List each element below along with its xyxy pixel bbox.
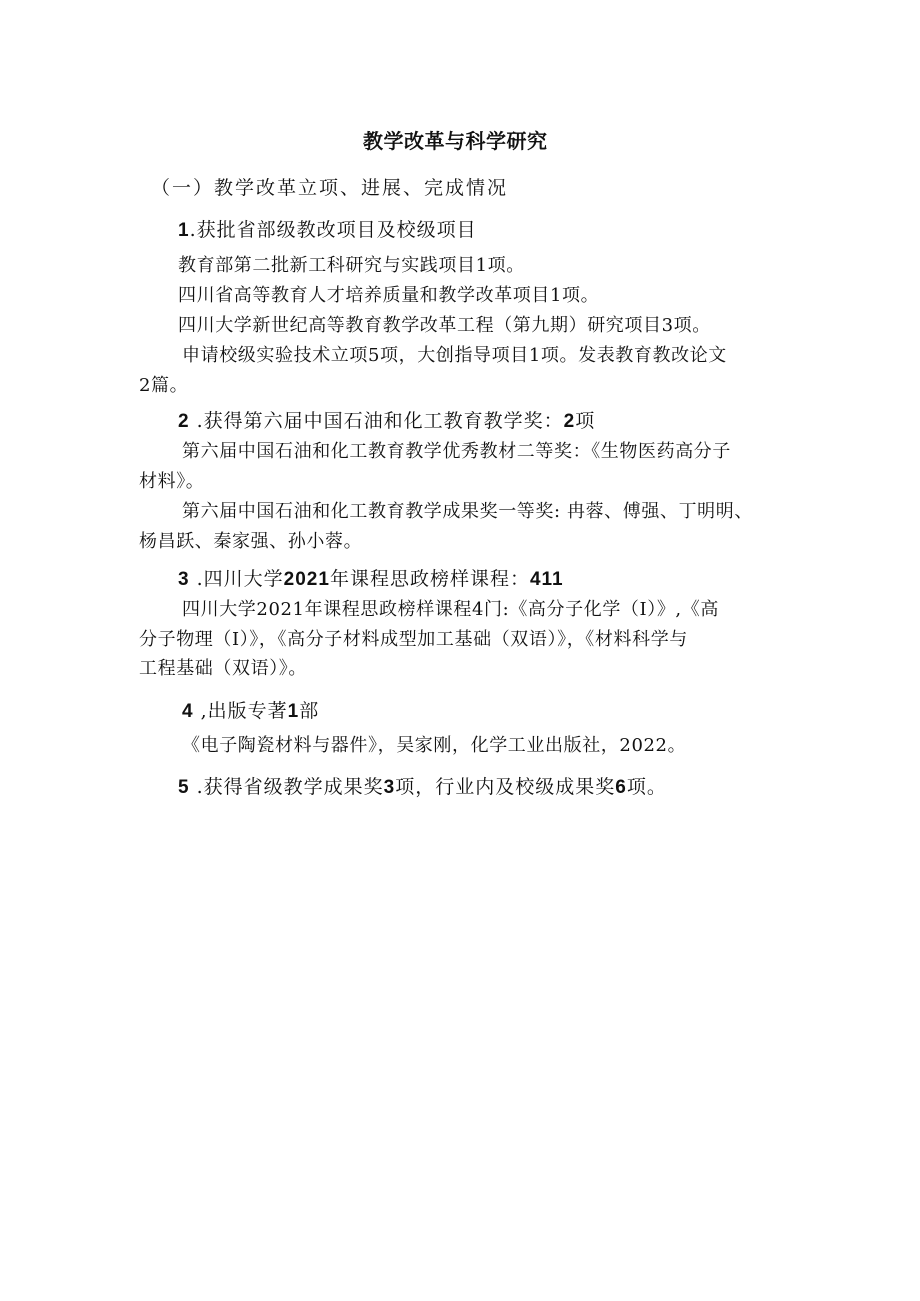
item-2-heading (178, 409, 595, 434)
item-3-line-1: 四川大学2021年课程思政榜样课程4门:《高分子化学（I）》,《高 (182, 599, 719, 620)
item-2-line-1: 第六届中国石油和化工教育教学优秀教材二等奖：《生物医药高分子 (182, 441, 731, 462)
item-2-line-3: 第六届中国石油和化工教育教学成果奖一等奖: 冉蓉、傅强、丁明明、 (182, 501, 753, 522)
item-5-number: 5 (178, 777, 190, 798)
item-3-heading-text: .四川大学 (189, 568, 284, 590)
document-title: 教学改革与科学研究 (363, 129, 548, 153)
item-3-heading (178, 567, 564, 592)
item-1-line-4: 申请校级实验技术立项5项，大创指导项目1项。发表教育教改论文 (182, 345, 727, 366)
item-1-line-2: 四川省高等教育人才培养质量和教学改革项目1项。 (178, 285, 600, 306)
item-1-heading-text: .获批省部级教改项目及校级项目 (189, 219, 477, 241)
item-1-line-5: 2篇。 (139, 375, 189, 396)
item-3-line-2: 分子物理（I）》，《高分子材料成型加工基础（双语）》，《材料科学与 (139, 629, 688, 650)
item-5-count: 3 (383, 777, 396, 798)
item-5-heading-text: .获得省级教学成果奖 (189, 776, 384, 798)
item-2-heading-text: .获得第六届中国石油和化工教育教学奖： (189, 410, 564, 432)
item-2-heading-suffix: 项 (575, 410, 596, 432)
item-2-count: 2 (563, 411, 576, 432)
item-2-line-2: 材料》。 (139, 471, 205, 492)
item-4-heading-text: ,出版专著 (193, 700, 288, 722)
item-2-line-4: 杨昌跃、秦家强、孙小蓉。 (139, 531, 363, 552)
item-3-count: 411 (529, 569, 564, 590)
item-3-year: 2021 (283, 569, 330, 590)
item-5-heading-suffix: 项。 (626, 776, 667, 798)
item-3-heading-mid: 年课程思政榜样课程： (329, 568, 530, 590)
item-4-line-1: 《电子陶瓷材料与器件》，吴家刚，化学工业出版社，2022。 (182, 735, 687, 756)
item-4-number: 4 (182, 701, 194, 722)
item-1-line-3: 四川大学新世纪高等教育教学改革工程（第九期）研究项目3项。 (178, 315, 711, 336)
item-4-count: 1 (287, 701, 300, 722)
item-4-heading-suffix: 部 (299, 700, 320, 722)
item-5-heading (178, 775, 667, 800)
item-4-heading (182, 699, 319, 724)
section-heading: （一）教学改革立项、进展、完成情况 (151, 177, 509, 199)
item-5-count-2: 6 (615, 777, 627, 798)
item-1-number: 1 (178, 220, 190, 241)
item-5-heading-mid: 项，行业内及校级成果奖 (395, 776, 616, 798)
item-1-heading (178, 218, 477, 243)
item-1-line-1: 教育部第二批新工科研究与实践项目1项。 (178, 255, 525, 276)
item-3-line-3: 工程基础（双语）》。 (139, 658, 307, 679)
item-3-number: 3 (178, 569, 190, 590)
item-2-number: 2 (178, 411, 190, 432)
